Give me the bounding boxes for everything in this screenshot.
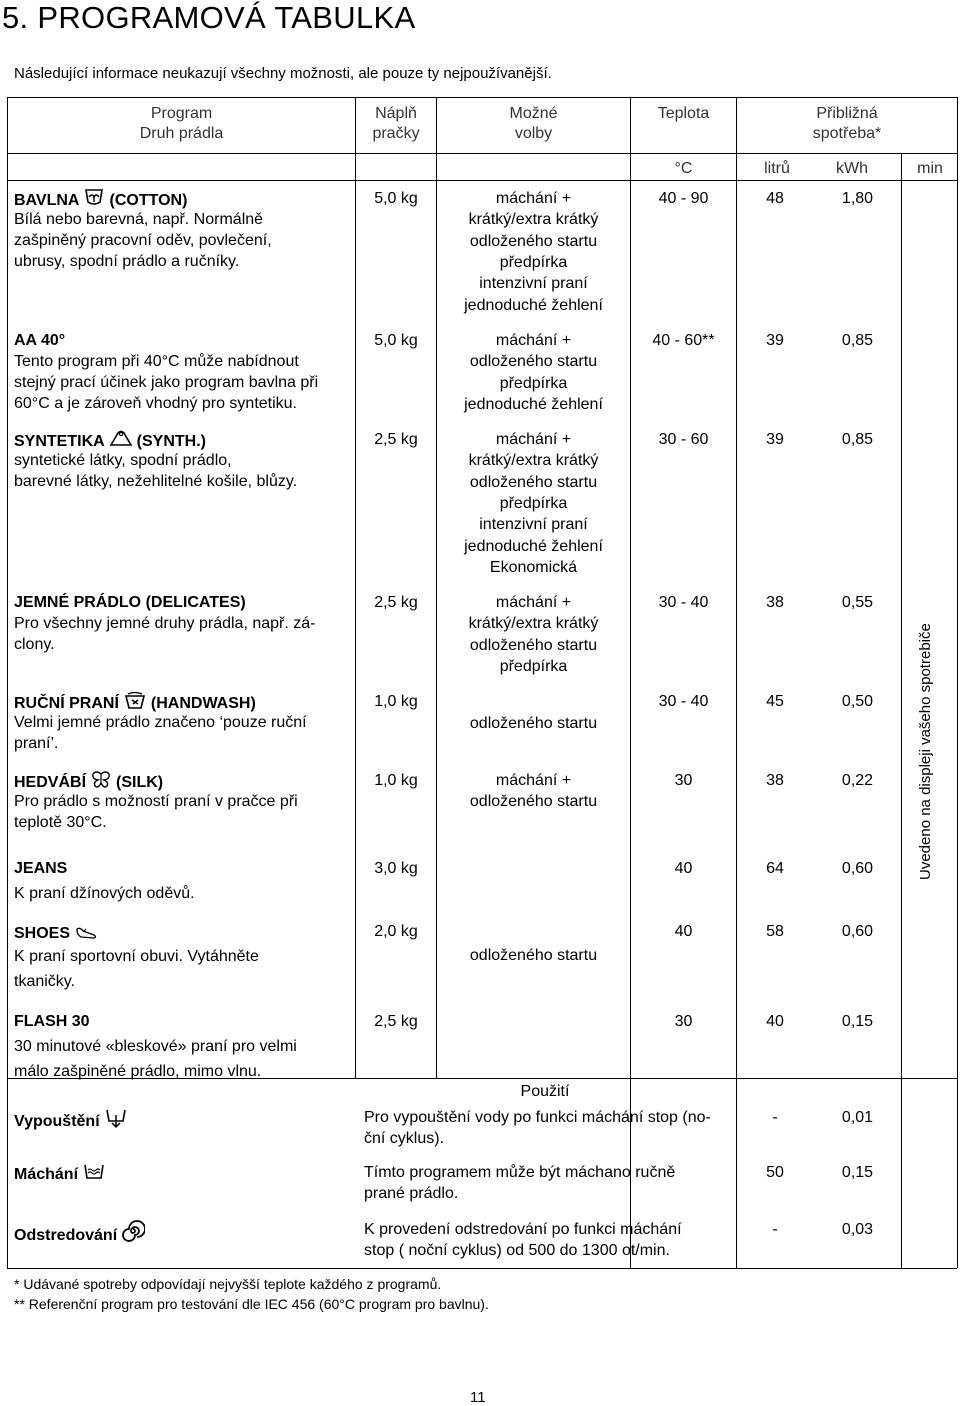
program-temp: 30 - 40 — [658, 693, 709, 710]
program-liters: 38 — [766, 594, 784, 611]
program-name-text: FLASH 30 — [14, 1013, 90, 1030]
program-option: máchání + — [495, 332, 572, 349]
program-kwh: 0,50 — [841, 693, 874, 710]
usage-header: Použití — [520, 1083, 570, 1100]
program-temp: 40 — [674, 860, 693, 877]
program-liters: 58 — [766, 923, 784, 940]
program-option: intenzivní praní — [479, 275, 588, 293]
program-load: 2,0 kg — [374, 923, 418, 940]
program-description: tkaničky. — [14, 973, 76, 990]
program-name-text: BAVLNA — [14, 192, 80, 209]
special-description: stop ( noční cyklus) od 500 do 1300 ot/min. — [364, 1242, 670, 1259]
program-kwh: 0,55 — [841, 594, 874, 611]
rinse-icon — [82, 1162, 106, 1188]
program-description: Velmi jemné prádlo značeno ‘pouze ruční — [14, 714, 307, 731]
program-description: teplotě 30°C. — [14, 814, 107, 831]
program-option: máchání + — [495, 594, 572, 611]
program-load: 1,0 kg — [374, 772, 418, 789]
special-program-name — [14, 1107, 344, 1135]
program-option: máchání + — [495, 431, 572, 448]
program-temp: 40 - 90 — [658, 190, 709, 207]
special-liters: - — [772, 1221, 778, 1238]
program-name-text: HEDVÁBÍ — [14, 774, 87, 791]
program-description: Pro prádlo s možností praní v pračce při — [14, 793, 298, 810]
program-option: krátký/extra krátký — [468, 452, 599, 470]
program-name — [14, 858, 354, 879]
program-name-text: SYNTETIKA — [14, 433, 105, 450]
program-temp: 30 - 40 — [658, 594, 709, 611]
program-description: K praní sportovní obuvi. Vytáhněte — [14, 948, 259, 965]
program-temp: 40 — [674, 923, 693, 940]
footnote-2: ** Referenční program pro testování dle IEC 456 (60°C program pro bavlnu). — [14, 1296, 489, 1312]
program-temp: 30 — [674, 1013, 693, 1030]
program-load: 2,5 kg — [374, 431, 418, 448]
special-description: Pro vypouštění vody po funkci máchání stop (no- — [364, 1109, 711, 1126]
program-temp: 30 - 60 — [658, 431, 709, 448]
program-option: jednoduché žehlení — [464, 537, 603, 555]
special-program-name-text: Vypouštění — [14, 1113, 100, 1130]
program-option: intenzivní praní — [479, 516, 588, 534]
special-liters: 50 — [766, 1164, 784, 1181]
program-description: stejný prací účinek jako program bavlna při — [14, 374, 319, 391]
program-load: 1,0 kg — [374, 693, 418, 710]
special-kwh: 0,15 — [841, 1164, 874, 1181]
program-name — [14, 592, 354, 613]
program-description: barevné látky, nežehlitelné košile, blůzy. — [14, 473, 298, 490]
program-option: předpírka — [499, 374, 568, 392]
program-load: 5,0 kg — [374, 332, 418, 349]
shoes-icon — [74, 921, 100, 947]
program-description: málo zašpiněné prádlo, mimo vlnu. — [14, 1063, 262, 1080]
program-option: odloženého startu — [469, 232, 598, 250]
program-option: předpírka — [499, 253, 568, 271]
program-name-en: (HANDWASH) — [150, 695, 256, 712]
program-liters: 64 — [766, 860, 784, 877]
special-kwh: 0,03 — [841, 1221, 874, 1238]
program-option: jednoduché žehlení — [464, 395, 603, 413]
program-description: Pro všechny jemné druhy prádla, např. zá- — [14, 615, 316, 632]
program-temp: 40 - 60** — [652, 332, 715, 349]
program-name — [14, 330, 354, 351]
program-option: máchání + — [495, 772, 572, 789]
unit-kwh: kWh — [836, 160, 868, 177]
program-option: máchání + — [495, 190, 572, 207]
header-program: Program Druh prádla — [139, 105, 224, 142]
program-liters: 45 — [766, 693, 784, 710]
program-kwh: 0,85 — [841, 332, 874, 349]
program-option: odloženého startu — [469, 947, 598, 964]
program-name-text: JEANS — [14, 860, 68, 877]
drain-icon — [104, 1107, 128, 1135]
header-volby: Možné volby — [509, 105, 558, 142]
program-name-text: RUČNÍ PRANÍ — [14, 695, 119, 712]
program-kwh: 0,60 — [841, 860, 874, 877]
program-description: praní’. — [14, 735, 59, 752]
page-title: 5. PROGRAMOVÁ TABULKA — [2, 0, 416, 35]
special-liters: - — [772, 1109, 778, 1126]
header-napln: Náplň pračky — [372, 105, 420, 142]
header-teplota: Teplota — [657, 105, 710, 122]
program-temp: 30 — [674, 772, 693, 789]
program-option: odloženého startu — [469, 793, 598, 811]
page-number: 11 — [470, 1389, 486, 1406]
program-option: odloženého startu — [469, 473, 598, 491]
program-option: odloženého startu — [469, 353, 598, 371]
program-kwh: 1,80 — [841, 190, 874, 207]
program-liters: 40 — [766, 1013, 784, 1030]
program-load: 2,5 kg — [374, 594, 418, 611]
spin-icon — [121, 1219, 145, 1249]
unit-liters: litrů — [764, 160, 790, 177]
unit-min: min — [917, 160, 943, 177]
program-name-en: (SYNTH.) — [136, 433, 206, 450]
program-kwh: 0,15 — [841, 1013, 874, 1030]
special-description: Tímto programem může být máchano ručně — [364, 1164, 676, 1181]
program-name — [14, 1011, 354, 1032]
program-kwh: 0,85 — [841, 431, 874, 448]
program-option: předpírka — [499, 494, 568, 512]
program-description: Bílá nebo barevná, např. Normálně — [14, 211, 264, 228]
footnote-1: * Udávané spotreby odpovídají nejvyšší teplote každého z programů. — [14, 1276, 442, 1292]
program-option: krátký/extra krátký — [468, 615, 599, 633]
special-program-name — [14, 1162, 344, 1188]
special-description: K provedení odstredování po funkci máchání — [364, 1221, 682, 1238]
special-program-name-text: Odstredování — [14, 1227, 118, 1244]
program-name-en: (SILK) — [116, 774, 164, 791]
special-program-name-text: Máchání — [14, 1166, 79, 1183]
program-kwh: 0,22 — [841, 772, 874, 789]
program-option: odloženého startu — [469, 715, 598, 732]
intro-text: Následující informace neukazují všechny možnosti, ale pouze ty nejpoužívanější. — [14, 65, 552, 82]
header-spotreba: Přibližná spotřeba* — [812, 105, 882, 142]
program-name-text: SHOES — [14, 925, 71, 942]
program-name-en: (COTTON) — [109, 192, 188, 209]
special-description: prané prádlo. — [364, 1185, 459, 1202]
program-option: Ekonomická — [489, 558, 578, 576]
program-name-text: AA 40° — [14, 332, 66, 349]
program-option: jednoduché žehlení — [464, 296, 603, 314]
program-description: clony. — [14, 636, 55, 653]
program-name-text: JEMNÉ PRÁDLO (DELICATES) — [14, 594, 246, 611]
program-option: krátký/extra krátký — [468, 211, 599, 229]
program-load: 2,5 kg — [374, 1013, 418, 1030]
program-liters: 38 — [766, 772, 784, 789]
unit-celsius: °C — [674, 160, 693, 177]
program-option: předpírka — [499, 657, 568, 675]
program-liters: 48 — [766, 190, 784, 207]
special-kwh: 0,01 — [841, 1109, 874, 1126]
program-description: K praní džínových oděvů. — [14, 885, 195, 902]
program-description: Tento program při 40°C může nabídnout — [14, 353, 299, 370]
special-description: ční cyklus). — [364, 1130, 445, 1147]
program-description: syntetické látky, spodní prádlo, — [14, 452, 232, 469]
program-load: 5,0 kg — [374, 190, 418, 207]
program-load: 3,0 kg — [374, 860, 418, 877]
program-liters: 39 — [766, 332, 784, 349]
program-description: 30 minutové «bleskové» praní pro velmi — [14, 1038, 297, 1055]
program-name — [14, 921, 354, 947]
program-description: 60°C a je zároveň vhodný pro syntetiku. — [14, 395, 297, 412]
program-option: odloženého startu — [469, 636, 598, 654]
min-note: Uvedeno na displeji vašeho spotrebiče — [917, 623, 934, 880]
program-description: ubrusy, spodní prádlo a ručníky. — [14, 253, 240, 270]
special-program-name — [14, 1219, 344, 1249]
program-liters: 39 — [766, 431, 784, 448]
program-kwh: 0,60 — [841, 923, 874, 940]
program-description: zašpiněný pracovní oděv, povlečení, — [14, 232, 272, 249]
